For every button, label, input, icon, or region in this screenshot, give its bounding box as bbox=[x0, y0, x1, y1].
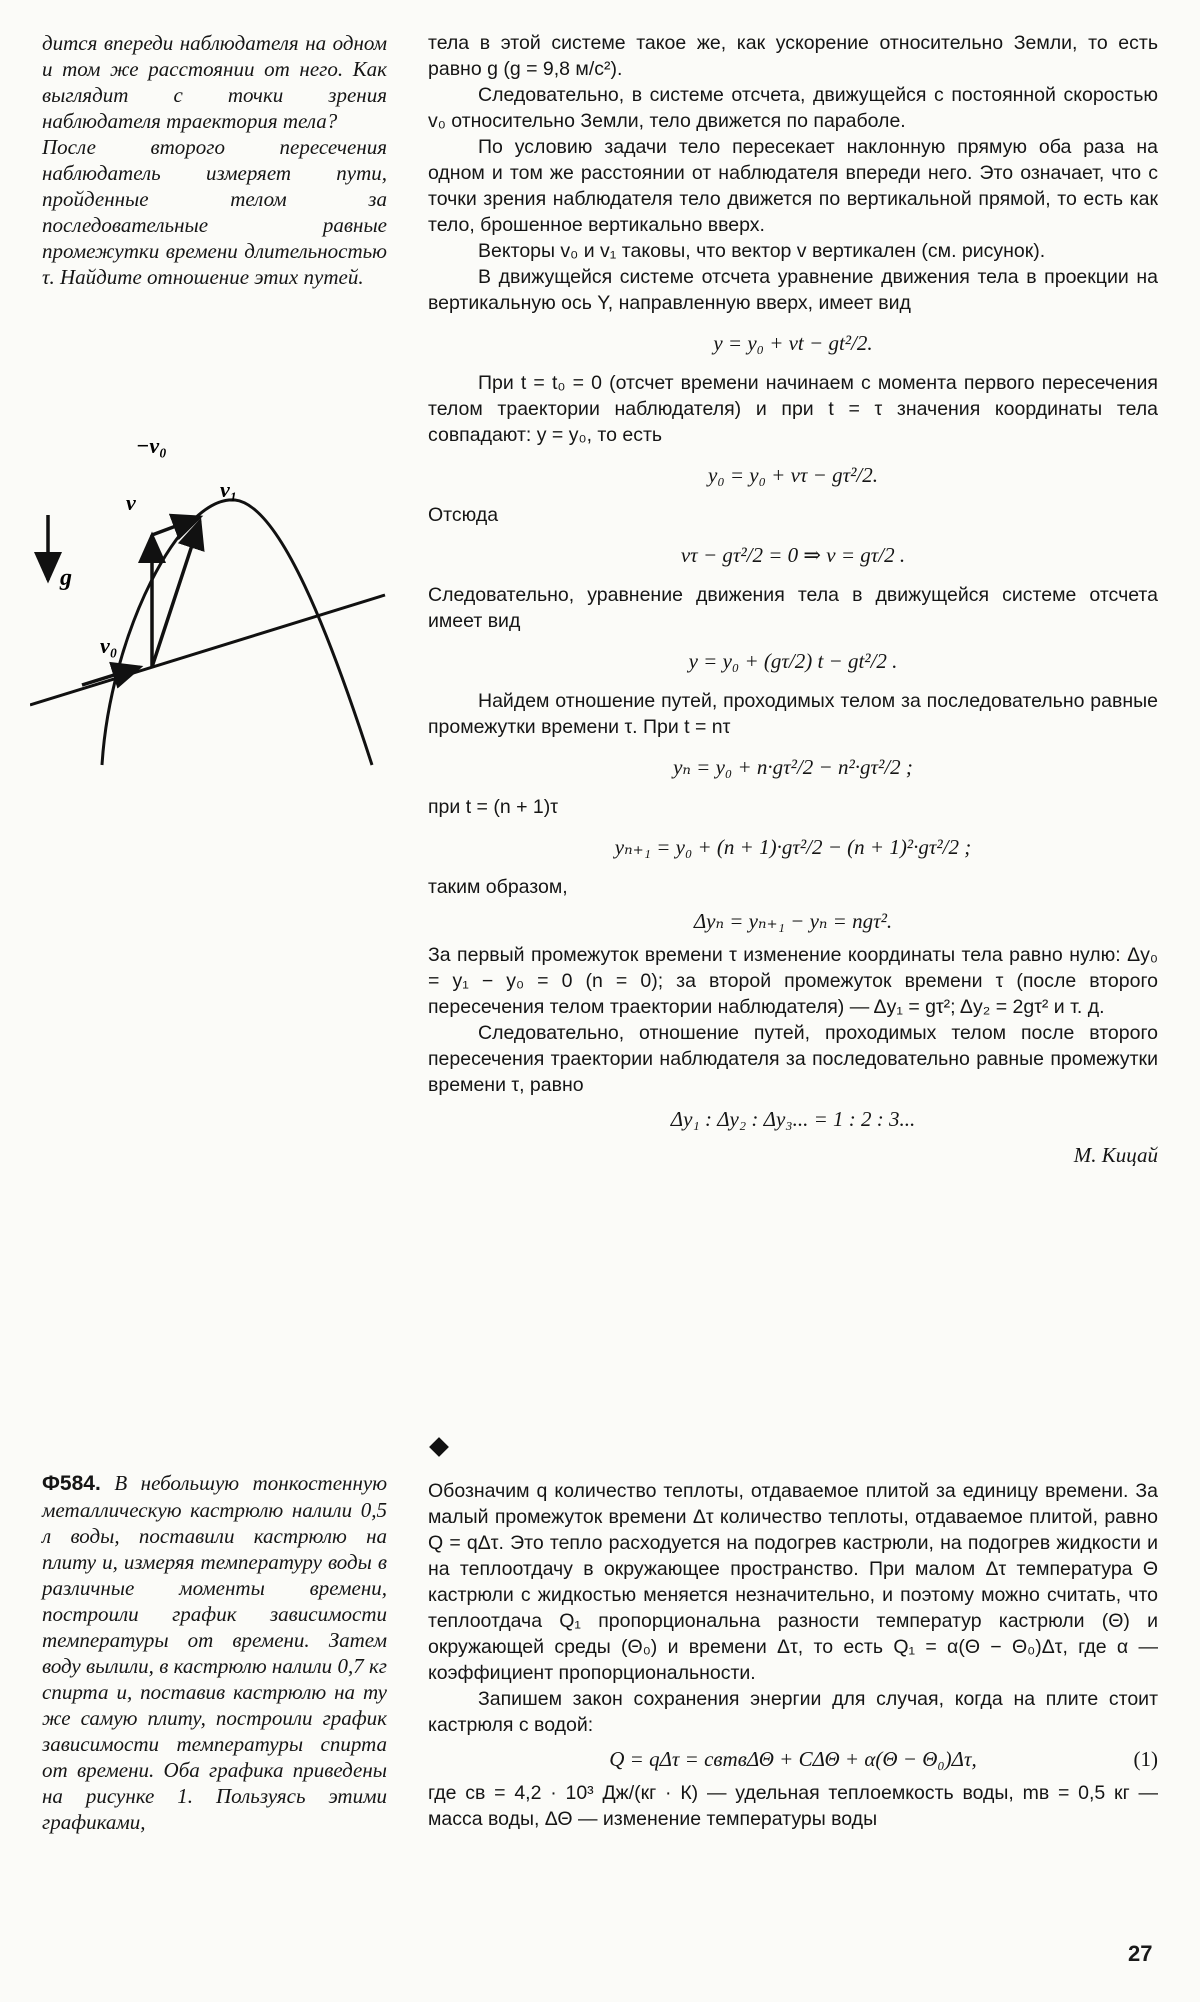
solution-paragraph: Следовательно, уравнение движения тела в движущейся системе отсчета имеет вид bbox=[428, 584, 1158, 632]
solution-paragraph: Запишем закон сохранения энергии для случая, когда на плите стоит кастрюля с водой: bbox=[428, 1688, 1158, 1736]
section-diamond-marker bbox=[429, 1437, 449, 1457]
vector-v1 bbox=[152, 521, 200, 667]
label-g: g bbox=[60, 565, 72, 591]
equation: Δy₁ : Δy₂ : Δy₃... = 1 : 2 : 3... bbox=[670, 1107, 916, 1131]
label-minus-v0: −v₀ bbox=[136, 435, 167, 458]
equation: y = y₀ + (gτ/2) t − gt²/2 . bbox=[688, 649, 898, 673]
solution-paragraph: Найдем отношение путей, проходимых телом за последовательно равные промежутки времени τ. При t = nτ bbox=[428, 690, 1158, 738]
problem-paragraph bbox=[42, 1470, 387, 1835]
trajectory-figure bbox=[30, 435, 390, 775]
equation: y = y₀ + vt − gt²/2. bbox=[713, 331, 873, 355]
author-name: М. Кицай bbox=[1073, 1143, 1158, 1167]
solution-paragraph: таким образом, bbox=[428, 876, 568, 898]
problem-paragraph: дится впереди наблюдателя на одном и том же расстоянии от него. Как выглядит с точки зрения наблюдателя траектория тела? bbox=[42, 31, 387, 133]
label-v0: v₀ bbox=[100, 633, 118, 658]
solution-paragraph: Следовательно, в системе отсчета, движущейся с постоянной скоростью v₀ относительно Земли, тело движется по параболе. bbox=[428, 84, 1158, 132]
solution-paragraph: Векторы v₀ и v₁ таковы, что вектор v вертикален (см. рисунок). bbox=[478, 240, 1046, 262]
problem-text-top bbox=[42, 30, 387, 290]
solution-paragraph: Обозначим q количество теплоты, отдаваемое плитой за единицу времени. За малый промежуток времени Δτ количество теплоты, отдаваемое плитой, равно Q = qΔτ. Это тепло расходуется на подогрев кастрюли, на подогрев жидкости и на теплоотдачу в окружающее пространство. При малом Δτ температура Θ кастрюли с жидкостью меняется незначительно, и поэтому можно считать, что теплоотдача Q₁ пропорциональна разности температур кастрюли (Θ) и окружающей среды (Θ₀) и времени Δτ, то есть Q₁ = α(Θ − Θ₀)Δτ, где α — коэффициент пропорциональности. bbox=[428, 1480, 1158, 1684]
solution-paragraph: За первый промежуток времени τ изменение координаты тела равно нулю: Δy₀ = y₁ − y₀ = 0 (n = 0); за второй промежуток времени τ (после второго пересечения телом траектории наблюдателя) — Δy₁ = gτ²; Δy₂ = 2gτ² и т. д. bbox=[428, 944, 1158, 1018]
problem-number: Ф584. bbox=[42, 1472, 101, 1495]
solution-f584 bbox=[428, 1478, 1158, 1832]
solution-paragraph: Следовательно, отношение путей, проходимых телом после второго пересечения траектории наблюдателя за последовательно равные промежутки времени τ, равно bbox=[428, 1022, 1158, 1096]
solution-paragraph: По условию задачи тело пересекает наклонную прямую оба раза на одном и том же расстоянии от наблюдателя впереди него. Это означает, что с точки зрения наблюдателя тело движется по вертикальной прямой, то есть как тело, брошенное вертикально вверх. bbox=[428, 136, 1158, 236]
vector-minus-v0 bbox=[152, 517, 200, 535]
solution-paragraph: В движущейся системе отсчета уравнение движения тела в проекции на вертикальную ось Y, направленную вверх, имеет вид bbox=[428, 266, 1158, 314]
solution-paragraph: При t = t₀ = 0 (отсчет времени начинаем с момента первого пересечения телом траектории наблюдателя) и при t = τ значения координаты тела совпадают: y = y₀, то есть bbox=[428, 372, 1158, 446]
equation: Q = qΔτ = cвmвΔΘ + CΔΘ + α(Θ − Θ₀)Δτ, bbox=[609, 1747, 977, 1771]
vector-v0 bbox=[82, 667, 140, 685]
equation: yₙ = y₀ + n·gτ²/2 − n²·gτ²/2 ; bbox=[673, 755, 913, 779]
equation: yₙ₊₁ = y₀ + (n + 1)·gτ²/2 − (n + 1)²·gτ²/2 ; bbox=[614, 835, 972, 859]
equation: vτ − gτ²/2 = 0 ⇒ v = gτ/2 . bbox=[680, 543, 906, 567]
page-number: 27 bbox=[1128, 1941, 1153, 1966]
equation: Δyₙ = yₙ₊₁ − yₙ = ngτ². bbox=[693, 909, 893, 933]
label-v: v bbox=[126, 490, 136, 515]
solution-paragraph: тела в этой системе такое же, как ускорение относительно Земли, то есть равно g (g = 9,8 м/с²). bbox=[428, 32, 1158, 80]
solution-text bbox=[428, 30, 1158, 1168]
equation-1 bbox=[428, 1744, 1158, 1774]
solution-paragraph: Отсюда bbox=[428, 504, 499, 526]
label-v1: v₁ bbox=[220, 477, 238, 502]
solution-paragraph: где cв = 4,2 · 10³ Дж/(кг · К) — удельная теплоемкость воды, mв = 0,5 кг — масса воды, ΔΘ — изменение температуры воды bbox=[428, 1782, 1158, 1830]
problem-f584 bbox=[42, 1470, 387, 1835]
equation-number: (1) bbox=[1133, 1747, 1158, 1771]
problem-paragraph: После второго пересечения наблюдатель измеряет пути, пройденные телом за последовательные равные промежутки времени длительностью τ. Найдите отношение этих путей. bbox=[42, 135, 387, 289]
equation: y₀ = y₀ + vτ − gτ²/2. bbox=[708, 463, 878, 487]
solution-paragraph: при t = (n + 1)τ bbox=[428, 796, 558, 818]
parabola-curve bbox=[102, 500, 372, 765]
problem-statement: В небольшую тонкостенную металлическую кастрюлю налили 0,5 л воды, поставили кастрюлю на плиту и, измеряя температуру воды в различные моменты времени, построили график зависимости температуры от времени. Затем воду вылили, в кастрюлю налили 0,7 кг спирта и, поставив кастрюлю на ту же самую плиту, построили график зависимости температуры спирта от времени. Оба графика приведены на рисунке 1. Пользуясь этими графиками, bbox=[42, 1471, 387, 1834]
